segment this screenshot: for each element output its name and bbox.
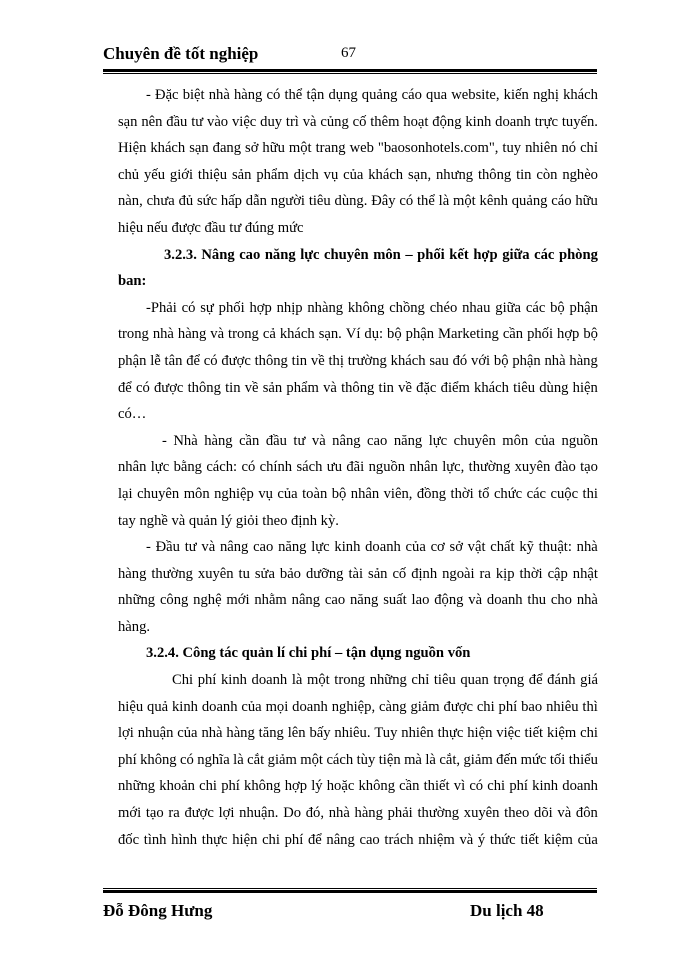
text-line: sạn nên đầu tư vào việc duy trì và củng cố thêm hoạt động kinh doanh trực tuyến. [118, 113, 598, 130]
text-line: nàn, chưa đủ sức hấp dẫn người tiêu dùng. Đây có thể là một kênh quảng cáo hữu [118, 193, 598, 210]
text-line: Hiện khách sạn đang sở hữu một trang web "baosonhotels.com", tuy nhiên nó chỉ [118, 140, 598, 157]
footer-author: Đỗ Đông Hưng [103, 901, 213, 920]
text-line: hàng thường xuyên tu sửa bảo dưỡng tài sản cố định ngoài ra kịp thời cập nhật [118, 565, 598, 582]
text-line: - Nhà hàng cần đầu tư và nâng cao năng lực chuyên môn của nguồn [162, 432, 598, 449]
text-line: phí không có nghĩa là cắt giảm một cách tùy tiện mà là cắt, giảm đến mức tối thiểu [118, 751, 598, 768]
text-line: phận lễ tân để có được thông tin về thị trường khách sau đó với bộ phận nhà hàng [118, 352, 598, 369]
text-line: lợi nhuận của nhà hàng tăng lên bấy nhiêu. Tuy nhiên thực hiện việc tiết kiệm chi [118, 725, 598, 742]
text-line: - Đặc biệt nhà hàng có thể tận dụng quảng cáo qua website, kiến nghị khách [146, 87, 598, 103]
text-line: hiệu quả kinh doanh của mọi doanh nghiệp, càng giảm được chi phí bao nhiêu thì [118, 698, 598, 715]
text-line: nhân lực bằng cách: có chính sách ưu đãi nguồn nhân lực, thường xuyên đào tạo [118, 459, 598, 476]
text-line: hàng. [118, 618, 151, 635]
header-rule [103, 69, 597, 74]
section-heading: 3.2.3. Nâng cao năng lực chuyên môn – phối kết hợp giữa các phòng [164, 246, 598, 263]
page-header [103, 44, 597, 68]
text-line: - Đầu tư và nâng cao năng lực kinh doanh của cơ sở vật chất kỹ thuật: nhà [146, 539, 598, 556]
text-line: Chi phí kinh doanh là một trong những chỉ tiêu quan trọng để đánh giá [172, 672, 598, 689]
text-line: để có được thông tin về sản phẩm và thông tin về đặc điểm khách tiêu dùng hiện [118, 379, 598, 396]
document-body [118, 82, 598, 853]
text-line: những công nghệ mới nhằm nâng cao năng suất lao động và doanh thu cho nhà [118, 592, 598, 609]
document-title: Chuyên đề tốt nghiệp [103, 44, 259, 63]
text-line: trong nhà hàng và trong cả khách sạn. Ví dụ: bộ phận Marketing cần phối hợp bộ [118, 326, 598, 343]
text-line: chủ yếu giới thiệu sản phẩm dịch vụ của khách sạn, nhưng thông tin còn nghèo [118, 166, 598, 183]
footer-course: Du lịch 48 [470, 901, 544, 920]
text-line: có… [118, 406, 147, 423]
text-line: tay nghề và quản lý giỏi theo định kỳ. [118, 512, 339, 529]
text-line: lại chuyên môn nghiệp vụ của toàn bộ nhân viên, đồng thời tổ chức các cuộc thi [118, 485, 598, 502]
text-line: mới tạo ra được lợi nhuận. Do đó, nhà hàng phải thường xuyên theo dõi và đôn [118, 805, 598, 822]
text-line: những khoản chi phí không hợp lý hoặc không cần thiết vì có chi phí kinh doanh [118, 778, 598, 795]
page-number: 67 [341, 45, 356, 61]
text-line: hiệu nếu được đầu tư đúng mức [118, 219, 304, 236]
text-line: -Phải có sự phối hợp nhịp nhàng không chồng chéo nhau giữa các bộ phận [146, 299, 598, 316]
section-heading-cont: ban: [118, 273, 147, 290]
text-line: đốc tình hình thực hiện chi phí để nâng cao trách nhiệm và ý thức tiết kiệm của [118, 831, 598, 848]
footer-rule [103, 888, 597, 893]
section-heading: 3.2.4. Công tác quản lí chi phí – tận dụng nguồn vốn [146, 645, 471, 662]
